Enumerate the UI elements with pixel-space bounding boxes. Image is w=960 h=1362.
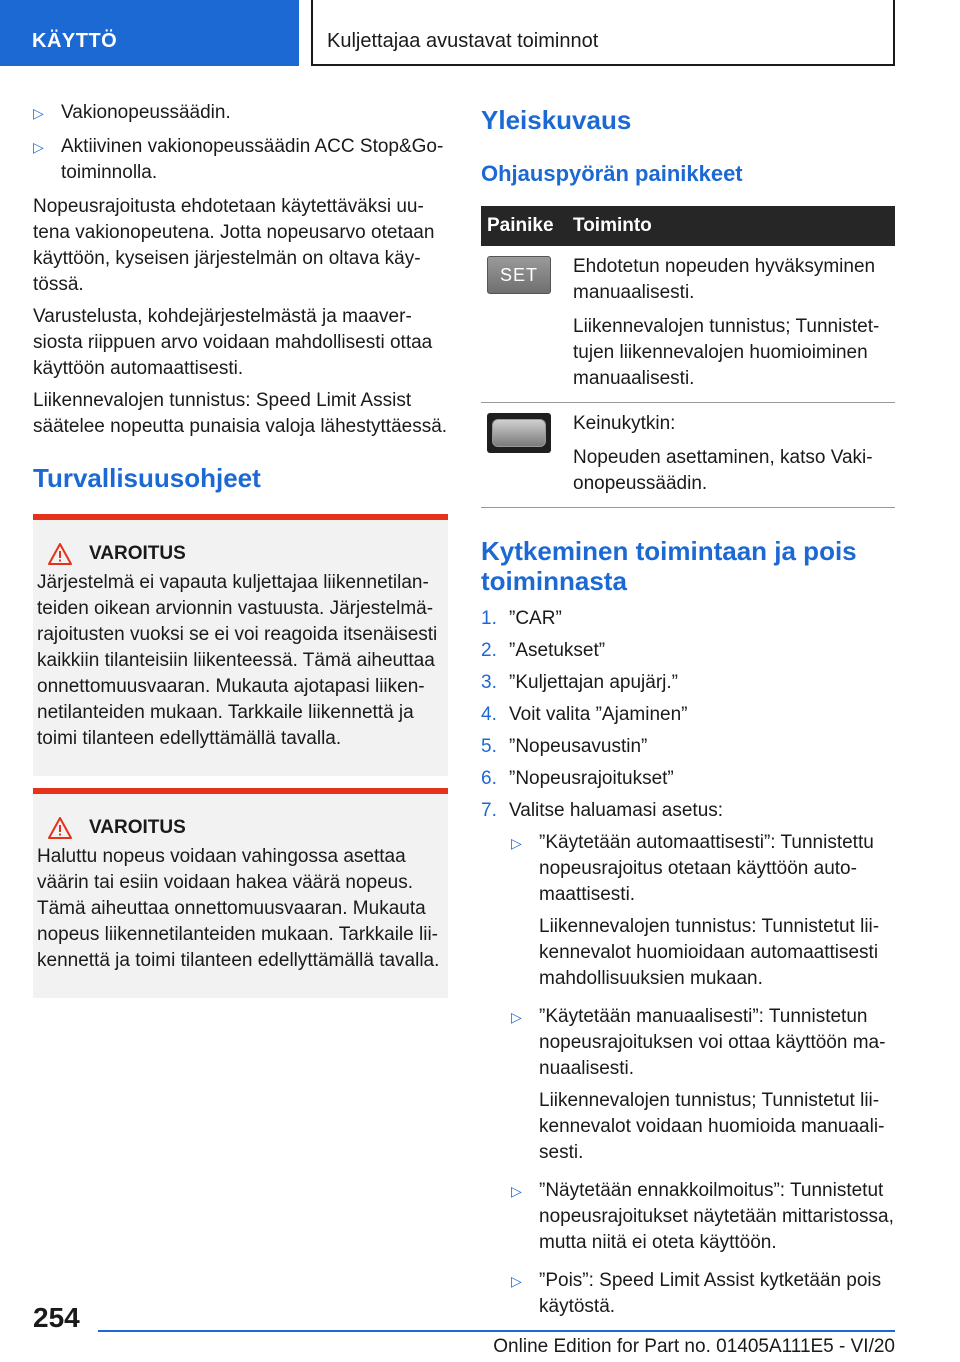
warning-box xyxy=(33,788,448,998)
list-item: ▷ Vakionopeussäädin. xyxy=(33,100,448,126)
warning-box xyxy=(33,514,448,776)
list-item: 3. ”Kuljettajan apujärj.” xyxy=(481,672,678,693)
triangle-bullet-icon: ▷ xyxy=(33,139,44,155)
chapter-tab xyxy=(311,0,895,66)
triangle-bullet-icon: ▷ xyxy=(511,1009,522,1025)
list-item: 7. Valitse haluamasi asetus: xyxy=(481,800,724,821)
edition-text: Online Edition for Part no. 01405A111E5 - VI/20 xyxy=(493,1336,895,1357)
paragraph: Liikennevalojen tunnistus: Speed Limit Assist säätelee nopeutta punaisia valoja lähestyttäessä. xyxy=(33,390,448,437)
rocker-switch-icon xyxy=(487,413,551,453)
set-button-icon: SET xyxy=(487,256,551,294)
table-row xyxy=(481,246,895,403)
safety-heading: Turvallisuusohjeet xyxy=(33,463,261,493)
section-tab xyxy=(0,0,299,66)
section-label: KÄYTTÖ xyxy=(32,30,118,52)
left-column xyxy=(33,100,448,998)
warning-triangle-icon xyxy=(47,816,73,840)
warning-header xyxy=(47,816,444,840)
table-cell-text: Ehdotetun nopeuden hyväksyminen manuaalisesti. xyxy=(573,256,876,303)
warning-triangle-icon xyxy=(47,542,73,566)
table-cell-text: Liikennevalojen tunnistus; Tunnistet-tujen liikennevalojen huomioiminen manuaalisesti. xyxy=(573,316,880,389)
table-cell-text: Nopeuden asettaminen, katso Vaki-onopeussäädin. xyxy=(573,447,873,494)
right-column xyxy=(481,100,895,1332)
warning-text: Haluttu nopeus voidaan vahingossa asettaa väärin tai esiin voidaan hakea väärä nopeus. Tämä aiheuttaa onnettomuusvaaran. Mukauta nopeus liikennetilanteiden mukaan. Tarkkaile lii-kennettä ja toimi tilanteen edellyttämällä tavalla. xyxy=(37,846,440,971)
triangle-bullet-icon: ▷ xyxy=(511,1183,522,1199)
list-item: ▷ Aktiivinen vakionopeussäädin ACC Stop&Go-toiminnolla. xyxy=(33,134,448,186)
warning-label: VAROITUS xyxy=(89,817,186,838)
triangle-bullet-icon: ▷ xyxy=(511,1273,522,1289)
triangle-bullet-icon: ▷ xyxy=(511,835,522,851)
column-header: Painike xyxy=(481,206,567,246)
list-item: 6. ”Nopeusrajoitukset” xyxy=(481,768,674,789)
option-item: ▷ ”Käytetään manuaalisesti”: Tunnistetun nopeusrajoituksen voi ottaa käyttöön ma-nuaalisesti. Liikennevalojen tunnistus; Tunnistetut lii-kennevalot voidaan huomioida manuaali-sesti. xyxy=(511,1004,895,1172)
list-item: 5. ”Nopeusavustin” xyxy=(481,736,648,757)
buttons-table xyxy=(481,206,895,508)
warning-label: VAROITUS xyxy=(89,543,186,564)
list-item: 4. Voit valita ”Ajaminen” xyxy=(481,704,688,725)
list-item: 2. ”Asetukset” xyxy=(481,640,606,661)
chapter-label: Kuljettajaa avustavat toiminnot xyxy=(327,30,599,52)
table-row xyxy=(481,403,895,508)
footer-divider xyxy=(98,1330,895,1332)
table-cell-text: Keinukytkin: xyxy=(573,413,676,434)
option-item: ▷ ”Käytetään automaattisesti”: Tunnistettu nopeusrajoitus otetaan käyttöön auto-maattisesti. Liikennevalojen tunnistus: Tunnistetut lii-kennevalot huomioidaan automaattisesti mahdollisuuksien mukaan. xyxy=(511,830,895,998)
buttons-heading: Ohjauspyörän painikkeet xyxy=(481,161,743,186)
warning-header xyxy=(47,542,444,566)
overview-heading: Yleiskuvaus xyxy=(481,105,632,135)
list-item: 1. ”CAR” xyxy=(481,608,562,629)
option-item: ▷ ”Pois”: Speed Limit Assist kytketään pois käytöstä. xyxy=(511,1268,895,1326)
triangle-bullet-icon: ▷ xyxy=(33,105,44,121)
option-item: ▷ ”Näytetään ennakkoilmoitus”: Tunnistetut nopeusrajoitukset näytetään mittaristossa, mutta niitä ei oteta käyttöön. xyxy=(511,1178,895,1262)
toggle-heading: Kytkeminen toimintaan ja pois toiminnasta xyxy=(481,536,857,596)
paragraph: Varustelusta, kohdejärjestelmästä ja maaver-siosta riippuen arvo voidaan mahdollisesti ottaa käyttöön automaattisesti. xyxy=(33,306,433,379)
page-header xyxy=(0,0,960,66)
warning-text: Järjestelmä ei vapauta kuljettajaa liikennetilan-teiden oikean arvionnin vastuusta. Järjestelmä-rajoitusten vuoksi se ei voi reagoida itsenäisesti kaikkiin tilanteisiin liikenteessä. Tämä aiheuttaa onnettomuusvaaran. Mukauta ajotapasi liiken-netilanteiden mukaan. Tarkkaile liikennettä ja toimi tilanteen edellyttämällä tavalla. xyxy=(37,572,438,749)
paragraph: Nopeusrajoitusta ehdotetaan käytettäväksi uu-tena vakionopeutena. Jotta nopeusarvo otetaan käyttöön, kyseisen järjestelmän on oltava käy-tössä. xyxy=(33,196,435,295)
page-number: 254 xyxy=(33,1302,80,1333)
column-header: Toiminto xyxy=(567,206,895,246)
